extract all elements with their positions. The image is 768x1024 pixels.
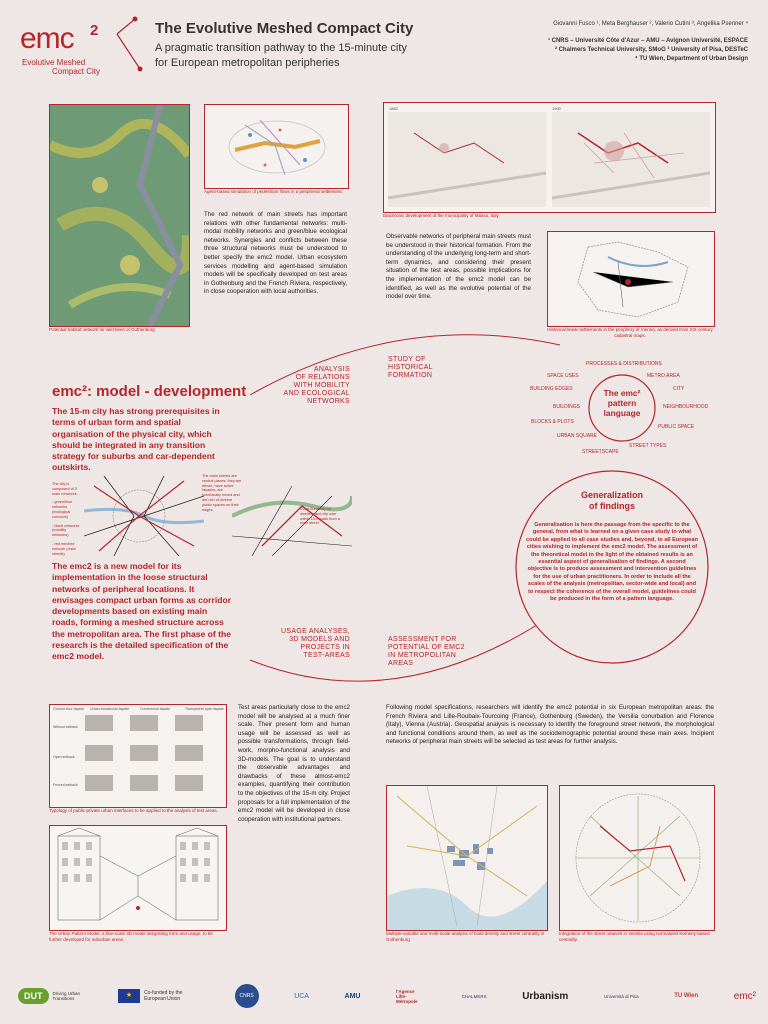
- red-network-text: The red network of main streets has important relations with other fundamental networks: multi-modal mobility networks and green/blue ecological networks. Synergies and conflicts between these three structural networks must be understood to better specify the emc2 model. Urban ecosystem services modelling and agent-based simulation models will be specifically developed on test areas in Gothenburg and the French Riviera, respectively, in close cooperation with local authorities.: [204, 211, 347, 296]
- legend-green: - green/blue networks (ecological corridors): [52, 500, 73, 519]
- sponsor-bar: [18, 978, 756, 1014]
- label-analysis: ANALYSIS OF RELATIONS WITH MOBILITY AND ECOLOGICAL NETWORKS: [283, 366, 350, 405]
- pattern-term: BLOCKS & PLOTS: [531, 419, 574, 425]
- cnrs-logo: CNRS: [235, 984, 259, 1008]
- label-usage: USAGE ANALYSES, 3D MODELS AND PROJECTS IN TEST-AREAS: [281, 628, 350, 659]
- poster-subtitle-1: A pragmatic transition pathway to the 15-minute city: [155, 42, 407, 54]
- generalization-title: Generalization of findings: [580, 490, 643, 511]
- pattern-term: METRO AREA: [647, 373, 680, 379]
- label-study: STUDY OF HISTORICAL FORMATION: [388, 356, 433, 379]
- versilia-map: [559, 785, 715, 931]
- typology-col-2: Commercial façade: [140, 707, 171, 711]
- typology-col-3: Transparent open façade: [185, 707, 224, 711]
- legend-black: - black networks (mobility networks): [52, 523, 80, 538]
- legend-red: - red meshed network (main streets): [52, 541, 76, 556]
- massa-year-1: 1882: [389, 106, 398, 111]
- dut-text: Driving Urban Transitions: [52, 991, 81, 1001]
- pattern-term: PUBLIC SPACE: [658, 424, 695, 430]
- logo-line1: Evolutive Meshed: [22, 58, 86, 67]
- pattern-term: BUILDINGS: [553, 404, 580, 410]
- logo-sup: 2: [90, 22, 99, 39]
- legend-intro: The city is composed of 3 main networks:: [52, 482, 78, 496]
- eu-flag-icon: ★: [118, 989, 140, 1003]
- amu-logo: AMU: [344, 992, 361, 1000]
- urban-model-caption: The Urban Pattern Model, a fine-scale 3D model integrating form and usage, to be further developed for suburban areas.: [49, 931, 213, 942]
- agence-logo: l'Agence Lille-Métropole: [396, 988, 418, 1004]
- uca-logo: UCA: [294, 992, 309, 1000]
- logo-line2: Compact City: [52, 67, 101, 76]
- pisa-logo: Università di Pisa: [603, 993, 639, 999]
- typology-row-0: Ground-floor façade: [53, 707, 85, 711]
- sponsor-dut: [18, 988, 83, 1004]
- typology-row-2: Open setback: [53, 755, 75, 759]
- urbanism-logo: Urbanism: [522, 990, 569, 1002]
- pattern-term: CITY: [673, 386, 685, 392]
- pattern-language-title: The emc² pattern language: [603, 388, 641, 418]
- observable-text: Observable networks of peripheral main streets must be understood in their historical formation. From the understanding of the underlying long-term and short-term dynamics, and considering their present situation of the test areas, possible implications for the implementation of the emc2 model can be identified, as well as the evolutive potential of the model over time.: [386, 233, 531, 301]
- affiliation-1: ¹ CNRS – Université Côte d'Azur – AMU – Avignon Université, ESPACE: [547, 38, 748, 44]
- pattern-term: URBAN SQUARE: [557, 433, 598, 439]
- label-assessment: ASSESSMENT FOR POTENTIAL OF EMC2 IN METROPOLITAN AREAS: [388, 636, 465, 667]
- model-body: The emc2 is a new model for its implementation in the loose structural networks of peripheral locations. It envisages compact urban forms as corridor developments based on existing main roads, forming a meshed structure across the metropolitan area. The first phase of the research is the detailed specification of the emc2 model.: [52, 561, 232, 662]
- model-heading: emc²: model - development: [52, 383, 247, 400]
- pattern-term: BUILDING EDGES: [530, 386, 573, 392]
- generalization-text: Generalisation is here the passage from the specific to the general, from what is learned on a given case study to what could be applied to all case studies and, beyond, to all European cities wishing to implement the emc2 model. The assessment of the theoretical model in the light of the obtained results is an essential aspect of generalisation of findings. A second objective is to produce assessment and intervention guidelines for the use of urban practitioners. In order to include all the scales of the analysis (metropolitan, sector-wide and local) and to respect the coherence of the overall model, guidelines could be produced in the form of a pattern language.: [526, 522, 698, 603]
- typology-caption: Typology of public-private urban interfaces to be applied to the analysis of test areas.: [49, 808, 218, 813]
- massa-caption: Diachronic development of the municipality of Massa, Italy.: [383, 213, 500, 218]
- typology-col-1: Urban-transitional façade: [90, 707, 130, 711]
- emc2-small-logo: emc²: [733, 990, 756, 1002]
- authors: Giovanni Fusco ¹, Meta Berghauser ², Valerio Cutini ³, Angelika Psenner ⁴: [553, 21, 748, 27]
- pattern-term: SPACE USES: [547, 373, 579, 379]
- typology-row-3: Fenced setback: [53, 783, 78, 787]
- logo-word: emc: [20, 22, 74, 55]
- versilia-caption: Integration of the street network in Versilia using normalized Kemeny-based centrality.: [559, 931, 710, 942]
- pattern-term: STREET TYPES: [629, 443, 667, 449]
- model-intro: The 15-m city has strong prerequisites in terms of urban form and spatial organisation of the physical city, which should be integrated in any transition strategy for suburbs and car-dependent outskirts.: [52, 406, 220, 473]
- massa-year-2: 1990: [552, 106, 561, 111]
- gothenburg-caption: Multiple-variable and multi-scale analysis of build density and street centrality in Gothenburg: [386, 931, 545, 942]
- affiliation-3: ⁴ TU Wien, Department of Urban Design: [634, 56, 748, 62]
- poster-subtitle-2: for European metropolitan peripheries: [155, 57, 340, 69]
- gothenburg-map: [386, 785, 548, 931]
- chalmers-logo: CHALMERS: [461, 993, 487, 999]
- note-streets: The main streets are central places: they are dense, have active façades, are functionally mixed and are rich of diverse public spaces on their edges.: [202, 474, 242, 512]
- typology-row-1: Without setback: [53, 725, 78, 729]
- tuwien-logo: TU Wien: [674, 993, 699, 999]
- pattern-term: STREETSCAPE: [582, 449, 619, 455]
- model-figure: [52, 474, 352, 560]
- habitat-caption: Potential habitat network for wild bees of Gothenburg: [49, 327, 155, 332]
- urban-pattern-model: [49, 825, 227, 931]
- agent-caption: Agent-based simulation of pedestrian flows in a peripheral settlement.: [204, 189, 343, 194]
- eu-text: Co-funded by the European Union: [144, 990, 183, 1002]
- following-text: Following model specifications, researchers will identify the emc2 potential in six European metropolitan areas: the French Riviera and Lille-Roubaix-Tourcoing (France), Gothenburg (Sweden), the Versilia conurbation and Florence (Italy), Vienna (Austria). Geospatial analysis is necessary to identify the foreground street network, the morphological and functional conditions around them, as well as the sociodemographic potential around these main axes. Incipient networks of peripheral main streets will be selected as test areas for further analysis.: [386, 704, 714, 746]
- pattern-term: NEIGHBOURHOOD: [663, 404, 709, 410]
- typology-figure: [49, 704, 227, 808]
- pattern-term: PROCESSES & DISTRIBUTIONS: [586, 361, 662, 367]
- note-dwellers: Good liveability for dwellers and city user within 15-m walk from a main street: [300, 507, 340, 526]
- dut-logo: DUT: [18, 988, 49, 1004]
- affiliation-2: ² Chalmers Technical University, SMoG ³ University of Pisa, DESTeC: [554, 47, 748, 53]
- test-areas-text: Test areas particularly close to the emc2 model will be analysed at a much finer scale. Their present form and human usage will be assessed as well as possible transformations, through field-work, morpho-functional analysis and 3D-models. The goal is to understand the observable advantages and drawbacks of these almost-emc2 examples, quantifying their contribution to the objectives of the 15-m city. Project proposals for a full implementation of the emc2 model will be developed in close cooperation with institutional partners.: [238, 704, 350, 823]
- poster-title: The Evolutive Meshed Compact City: [155, 20, 414, 37]
- vienna-caption: Historical linear settlements in the periphery of Vienna, as derived from XIX century cadastral maps.: [547, 327, 713, 338]
- sponsor-eu: [118, 989, 199, 1003]
